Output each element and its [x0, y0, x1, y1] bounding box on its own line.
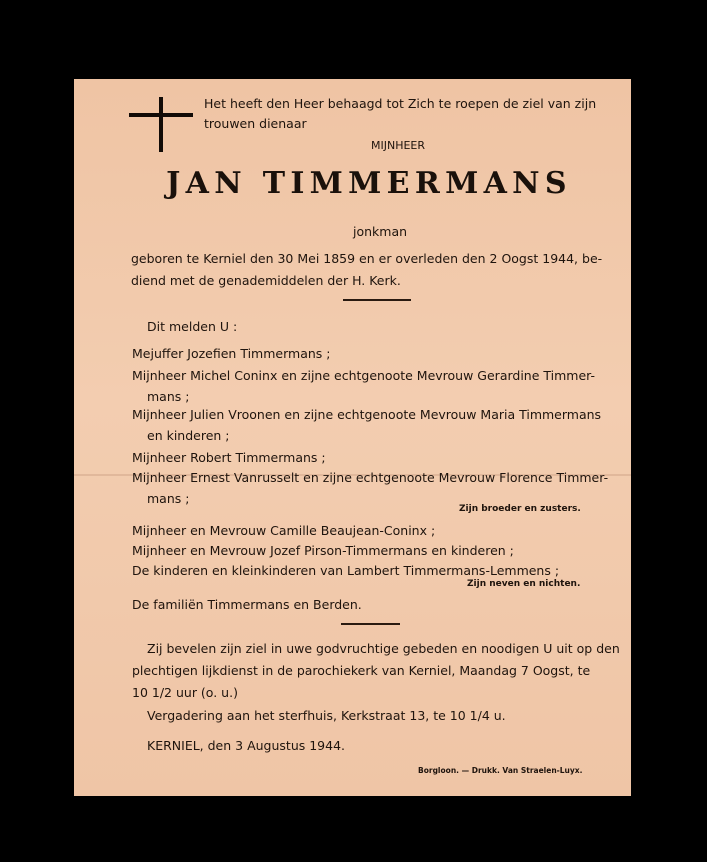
civil-status: jonkman — [353, 224, 408, 239]
place-date: KERNIEL, den 3 Augustus 1944. — [147, 738, 346, 753]
family-line: Mijnheer en Mevrouw Jozef Pirson-Timmermans en kinderen ; — [132, 543, 514, 558]
family-line: mans ; — [147, 491, 190, 506]
family-line: Mijnheer Ernest Vanrusselt en zijne echtgenoote Mevrouw Florence Timmer- — [132, 470, 609, 485]
intro-line-2: trouwen dienaar — [204, 116, 307, 131]
deceased-name: JAN TIMMERMANS — [166, 166, 572, 201]
request-line-1: Zij bevelen zijn ziel in uwe godvruchtige gebeden en noodigen U uit op den — [147, 641, 620, 656]
family-line: Mijnheer Michel Coninx en zijne echtgenoote Mevrouw Gerardine Timmer- — [132, 368, 596, 383]
divider-rule — [341, 623, 400, 625]
birth-death-line-2: diend met de genademiddelen der H. Kerk. — [131, 273, 401, 288]
siblings-note: Zijn broeder en zusters. — [459, 504, 581, 514]
nephews-note: Zijn neven en nichten. — [467, 579, 581, 589]
family-line: Mijnheer en Mevrouw Camille Beaujean-Coninx ; — [132, 523, 436, 538]
family-line: mans ; — [147, 389, 190, 404]
divider-rule — [343, 299, 411, 301]
meeting-line: Vergadering aan het sterfhuis, Kerkstraat 13, te 10 1/4 u. — [147, 708, 506, 723]
request-line-3: 10 1/2 uur (o. u.) — [132, 685, 238, 700]
family-line: Mijnheer Robert Timmermans ; — [132, 450, 326, 465]
request-line-2: plechtigen lijkdienst in de parochiekerk van Kerniel, Maandag 7 Oogst, te — [132, 663, 591, 678]
announce-line: Dit melden U : — [147, 319, 238, 334]
intro-line-1: Het heeft den Heer behaagd tot Zich te roepen de ziel van zijn — [204, 96, 597, 111]
cross-icon-bar — [129, 113, 193, 117]
printer-credit: Borgloon. — Drukk. Van Straelen-Luyx. — [418, 766, 583, 775]
cross-icon — [159, 97, 163, 152]
family-line: Mejuffer Jozefien Timmermans ; — [132, 346, 331, 361]
family-line: De kinderen en kleinkinderen van Lambert Timmermans-Lemmens ; — [132, 563, 560, 578]
families-line: De familiën Timmermans en Berden. — [132, 597, 362, 612]
family-line: Mijnheer Julien Vroonen en zijne echtgenoote Mevrouw Maria Timmermans — [132, 407, 602, 422]
birth-death-line-1: geboren te Kerniel den 30 Mei 1859 en er overleden den 2 Oogst 1944, be- — [131, 251, 603, 266]
salutation: MIJNHEER — [371, 139, 426, 152]
family-line: en kinderen ; — [147, 428, 230, 443]
